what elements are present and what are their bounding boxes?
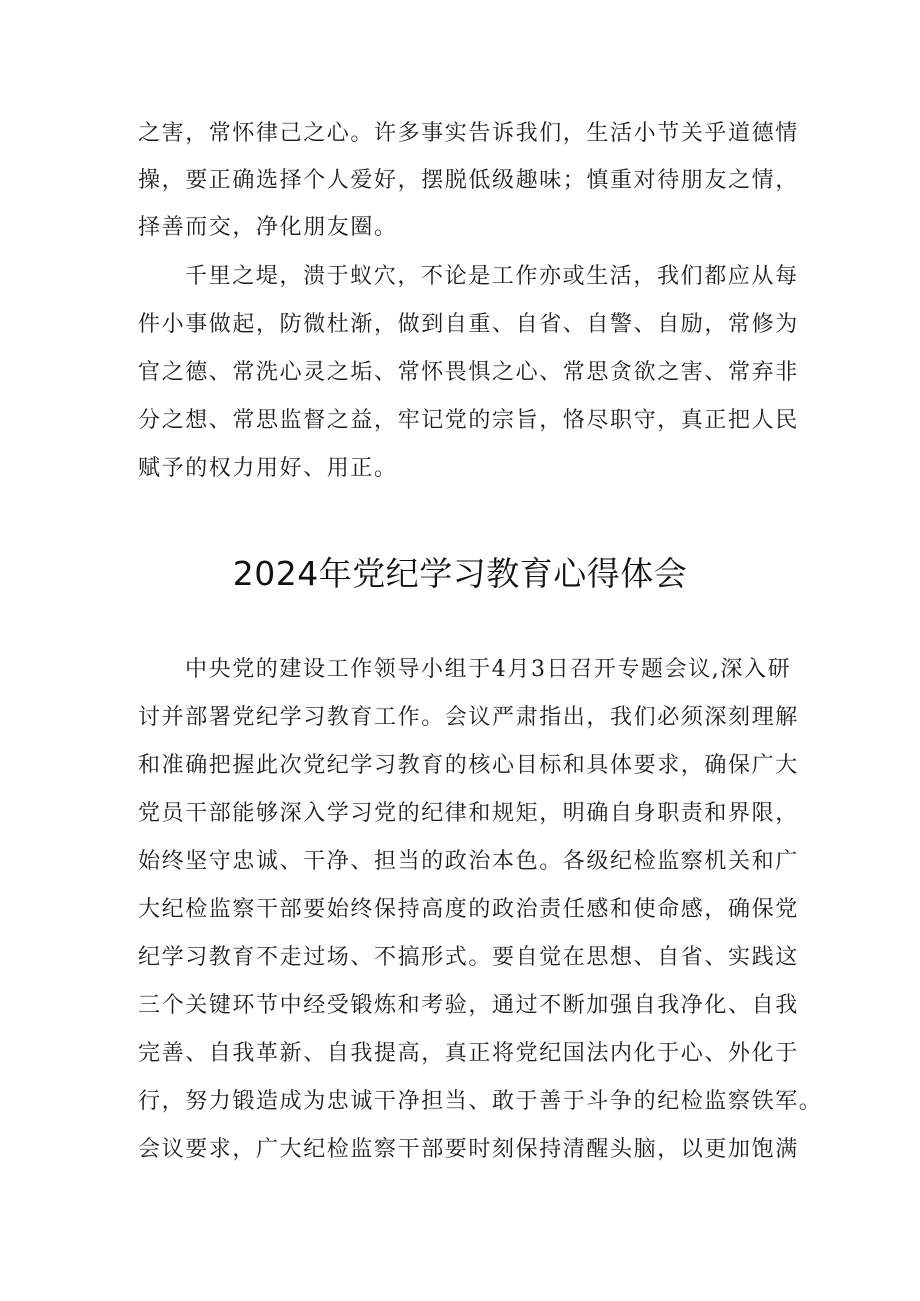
paragraph-line: 行，努力锻造成为忠诚干净担当、敢于善于斗争的纪检监察铁军。 bbox=[138, 1089, 823, 1114]
paragraph-line: 和准确把握此次党纪学习教育的核心目标和具体要求，确保广大 bbox=[138, 753, 799, 778]
paragraph-line: 择善而交，净化朋友圈。 bbox=[138, 215, 398, 240]
paragraph-line: 三个关键环节中经受锻炼和考验，通过不断加强自我净化、自我 bbox=[138, 993, 799, 1018]
paragraph-line: 大纪检监察干部要始终保持高度的政治责任感和使命感，确保党 bbox=[138, 897, 799, 922]
paragraph-line: 中央党的建设工作领导小组于4月3日召开专题会议,深入研 bbox=[185, 657, 792, 682]
paragraph-line: 完善、自我革新、自我提高，真正将党纪国法内化于心、外化于 bbox=[138, 1041, 799, 1066]
paragraph-line: 会议要求，广大纪检监察干部要时刻保持清醒头脑，以更加饱满 bbox=[138, 1137, 799, 1162]
paragraph-line: 讨并部署党纪学习教育工作。会议严肃指出，我们必须深刻理解 bbox=[138, 705, 799, 730]
paragraph-line: 件小事做起，防微杜渐，做到自重、自省、自警、自励，常修为 bbox=[138, 312, 799, 337]
paragraph-line: 始终坚守忠诚、干净、担当的政治本色。各级纪检监察机关和广 bbox=[138, 849, 799, 874]
paragraph-line: 操，要正确选择个人爱好，摆脱低级趣味；慎重对待朋友之情， bbox=[138, 168, 799, 193]
paragraph-line: 赋予的权力用好、用正。 bbox=[138, 456, 398, 481]
paragraph-line: 分之想、常思监督之益，牢记党的宗旨，恪尽职守，真正把人民 bbox=[138, 408, 799, 433]
paragraph-line: 官之德、常洗心灵之垢、常怀畏惧之心、常思贪欲之害、常弃非 bbox=[138, 360, 799, 385]
paragraph-line: 纪学习教育不走过场、不搞形式。要自觉在思想、自省、实践这 bbox=[138, 945, 799, 970]
paragraph-line: 千里之堤，溃于蚁穴，不论是工作亦或生活，我们都应从每 bbox=[185, 264, 799, 289]
paragraph-line: 之害，常怀律己之心。许多事实告诉我们，生活小节关乎道德情 bbox=[138, 121, 799, 146]
paragraph-line: 党员干部能够深入学习党的纪律和规矩，明确自身职责和界限， bbox=[138, 801, 799, 826]
article-title: 2024年党纪学习教育心得体会 bbox=[232, 554, 688, 593]
